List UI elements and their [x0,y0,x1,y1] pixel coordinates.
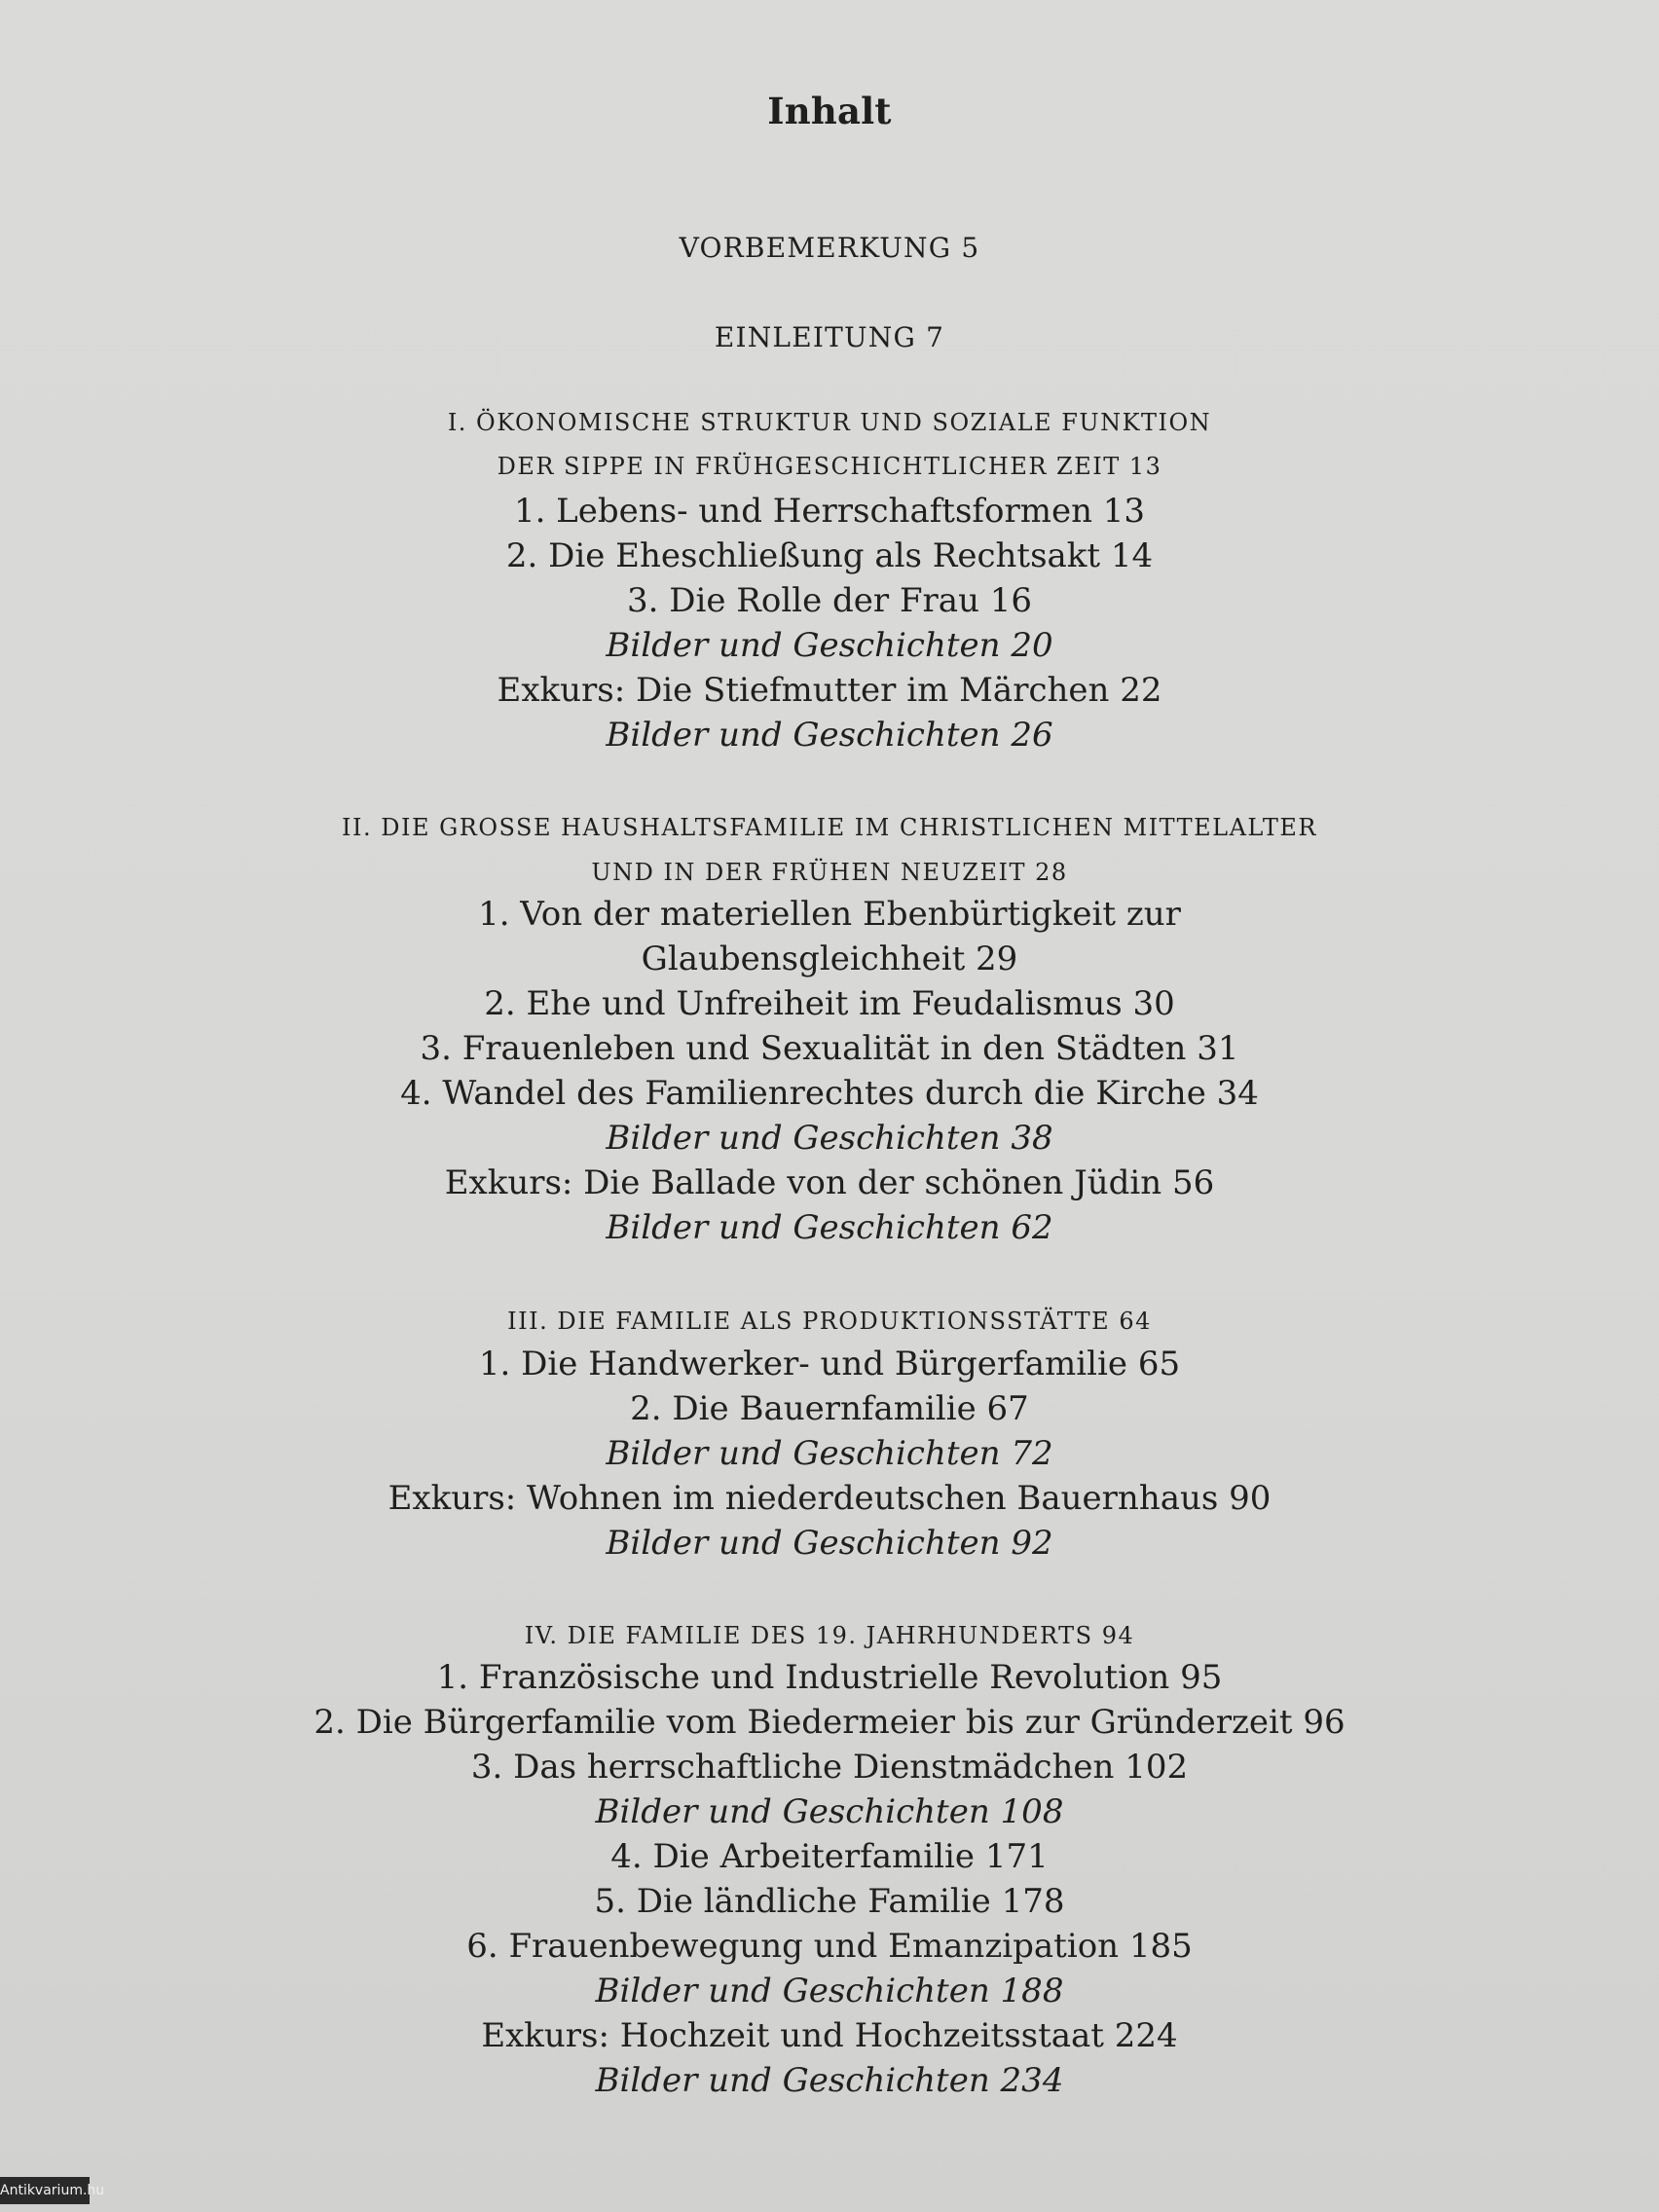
toc-entry-italic: Bilder und Geschichten 92 [606,1524,1053,1563]
toc-entry: 2. Die Bürgerfamilie vom Biedermeier bis zur Gründerzeit 96 [313,1703,1346,1742]
toc-entry-italic: Bilder und Geschichten 234 [595,2061,1064,2100]
toc-front-matter: VORBEMERKUNG 5 [679,232,980,264]
toc-chapter-heading: DER SIPPE IN FRÜHGESCHICHTLICHER ZEIT 13 [497,453,1162,480]
toc-entry: 5. Die ländliche Familie 178 [594,1882,1065,1921]
page-title: Inhalt [767,90,892,132]
toc-entry: 3. Das herrschaftliche Dienstmädchen 102 [470,1748,1189,1787]
toc-entry-italic: Bilder und Geschichten 188 [595,1972,1064,2010]
toc-entry: 2. Die Eheschließung als Rechtsakt 14 [505,536,1154,575]
toc-entry: 3. Die Rolle der Frau 16 [626,581,1033,620]
toc-front-matter: EINLEITUNG 7 [714,321,945,353]
toc-entry: Exkurs: Hochzeit und Hochzeitsstaat 224 [481,2016,1178,2055]
toc-entry: 6. Frauenbewegung und Emanzipation 185 [466,1927,1193,1966]
toc-entry: 1. Lebens- und Herrschaftsformen 13 [513,492,1146,531]
toc-chapter-heading: II. DIE GROSSE HAUSHALTSFAMILIE IM CHRISTLICHEN MITTELALTER [342,814,1317,841]
toc-chapter-heading: IV. DIE FAMILIE DES 19. JAHRHUNDERTS 94 [524,1622,1135,1649]
toc-entry: 2. Ehe und Unfreiheit im Feudalismus 30 [484,984,1175,1023]
toc-entry: Exkurs: Die Stiefmutter im Märchen 22 [497,671,1162,710]
toc-entry: 4. Wandel des Familienrechtes durch die Kirche 34 [400,1074,1259,1113]
watermark-badge: Antikvarium.hu [0,2177,90,2204]
toc-entry: 4. Die Arbeiterfamilie 171 [610,1837,1049,1876]
toc-entry-italic: Bilder und Geschichten 72 [606,1434,1053,1473]
toc-entry-italic: Bilder und Geschichten 38 [606,1119,1053,1158]
toc-entry: Glaubensgleichheit 29 [641,940,1018,978]
toc-entry-italic: Bilder und Geschichten 20 [606,626,1053,665]
toc-entry: Exkurs: Die Ballade von der schönen Jüdin 56 [444,1163,1215,1202]
toc-chapter-heading: UND IN DER FRÜHEN NEUZEIT 28 [591,859,1068,886]
toc-chapter-heading: I. ÖKONOMISCHE STRUKTUR UND SOZIALE FUNKTION [447,409,1212,436]
toc-entry: 3. Frauenleben und Sexualität in den Städten 31 [420,1029,1239,1068]
toc-entry: Exkurs: Wohnen im niederdeutschen Bauernhaus 90 [387,1479,1272,1518]
toc-entry: 1. Die Handwerker- und Bürgerfamilie 65 [478,1345,1181,1383]
toc-entry-italic: Bilder und Geschichten 108 [595,1792,1064,1831]
toc-entry-italic: Bilder und Geschichten 62 [606,1208,1053,1247]
toc-entry: 1. Von der materiellen Ebenbürtigkeit zur [478,895,1181,934]
toc-entry: 1. Französische und Industrielle Revolution 95 [436,1658,1223,1697]
toc-entry: 2. Die Bauernfamilie 67 [630,1389,1029,1428]
toc-entry-italic: Bilder und Geschichten 26 [606,716,1053,755]
toc-chapter-heading: III. DIE FAMILIE ALS PRODUKTIONSSTÄTTE 64 [507,1308,1152,1335]
